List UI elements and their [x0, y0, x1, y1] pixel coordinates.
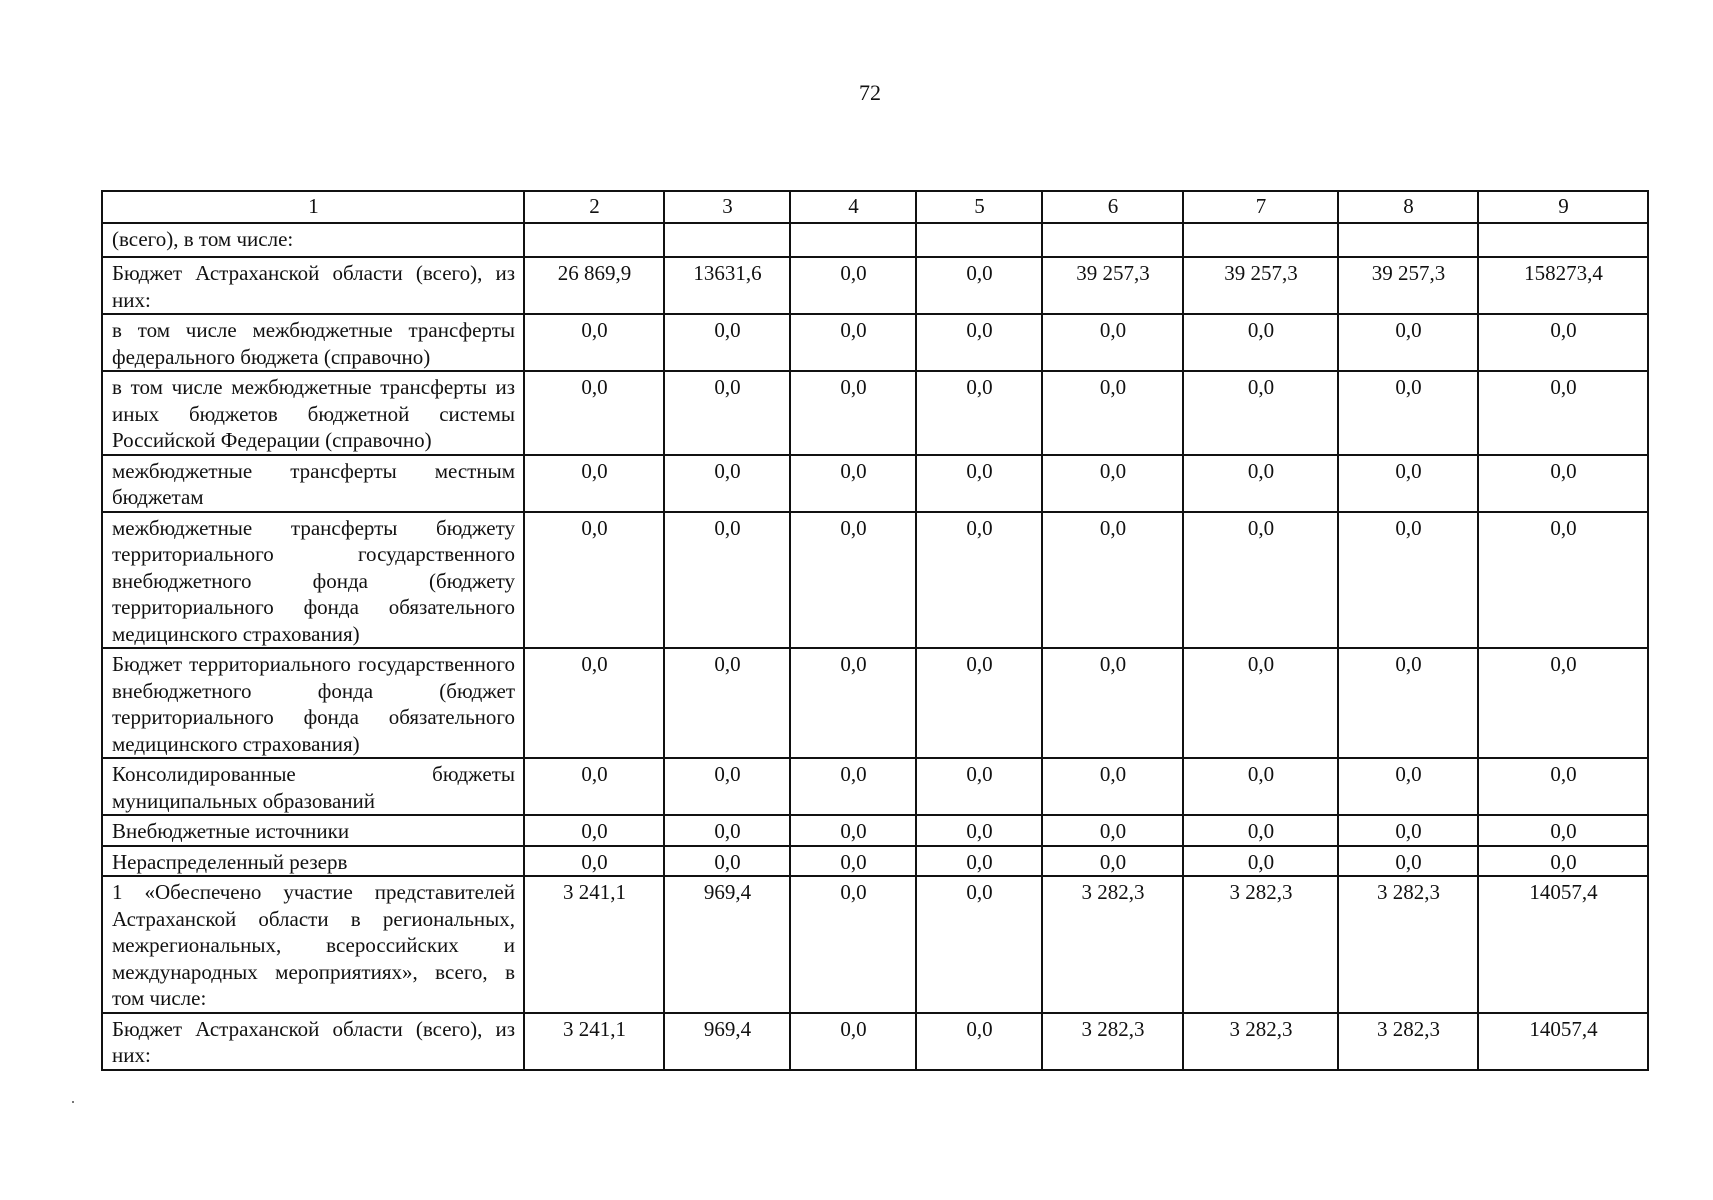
- table-row: [102, 257, 1648, 314]
- value-cell: 0,0: [524, 371, 664, 455]
- value-cell: [1338, 223, 1478, 257]
- table-row: [102, 876, 1648, 1013]
- header-cell: 4: [790, 191, 916, 223]
- value-cell: 0,0: [1478, 815, 1648, 846]
- value-cell: 0,0: [1183, 815, 1338, 846]
- value-cell: 39 257,3: [1338, 257, 1478, 314]
- value-cell: 0,0: [790, 876, 916, 1013]
- value-cell: 0,0: [790, 758, 916, 815]
- value-cell: [524, 223, 664, 257]
- value-cell: [1478, 223, 1648, 257]
- value-cell: 0,0: [790, 314, 916, 371]
- value-cell: 0,0: [524, 648, 664, 758]
- value-cell: 0,0: [1338, 512, 1478, 649]
- header-cell: 9: [1478, 191, 1648, 223]
- row-label: межбюджетные трансферты бюджету территориального государственного внебюджетного фонда (бюджету территориального фонда обязательного медицинского страхования): [102, 512, 524, 649]
- value-cell: 0,0: [1478, 371, 1648, 455]
- header-cell: 3: [664, 191, 790, 223]
- value-cell: 39 257,3: [1042, 257, 1183, 314]
- value-cell: 969,4: [664, 1013, 790, 1070]
- row-label: 1 «Обеспечено участие представителей Астраханской области в региональных, межрегиональных, всероссийских и международных мероприятиях», всего, в том числе:: [102, 876, 524, 1013]
- row-label: Бюджет территориального государственного внебюджетного фонда (бюджет территориального фонда обязательного медицинского страхования): [102, 648, 524, 758]
- value-cell: 3 282,3: [1338, 876, 1478, 1013]
- value-cell: 13631,6: [664, 257, 790, 314]
- value-cell: 0,0: [916, 1013, 1042, 1070]
- value-cell: 0,0: [524, 314, 664, 371]
- value-cell: 0,0: [916, 648, 1042, 758]
- table-row: [102, 512, 1648, 649]
- value-cell: 0,0: [1042, 512, 1183, 649]
- header-cell: 1: [102, 191, 524, 223]
- value-cell: 0,0: [1338, 846, 1478, 877]
- value-cell: 0,0: [1042, 314, 1183, 371]
- value-cell: 0,0: [1042, 758, 1183, 815]
- value-cell: 0,0: [1183, 314, 1338, 371]
- value-cell: 0,0: [664, 371, 790, 455]
- value-cell: 0,0: [916, 455, 1042, 512]
- row-label: Бюджет Астраханской области (всего), из них:: [102, 257, 524, 314]
- value-cell: 0,0: [1478, 758, 1648, 815]
- header-cell: 8: [1338, 191, 1478, 223]
- value-cell: 0,0: [916, 371, 1042, 455]
- value-cell: 0,0: [1478, 648, 1648, 758]
- value-cell: 969,4: [664, 876, 790, 1013]
- row-label: Консолидированные бюджеты муниципальных образований: [102, 758, 524, 815]
- value-cell: 158273,4: [1478, 257, 1648, 314]
- value-cell: 0,0: [1338, 648, 1478, 758]
- value-cell: 0,0: [524, 512, 664, 649]
- value-cell: 0,0: [916, 846, 1042, 877]
- value-cell: 0,0: [916, 758, 1042, 815]
- value-cell: 0,0: [1338, 815, 1478, 846]
- table-row: [102, 455, 1648, 512]
- scan-artifact: [72, 1101, 74, 1103]
- row-label: в том числе межбюджетные трансферты из иных бюджетов бюджетной системы Российской Федерации (справочно): [102, 371, 524, 455]
- value-cell: 0,0: [1183, 758, 1338, 815]
- value-cell: 0,0: [664, 758, 790, 815]
- value-cell: 0,0: [1042, 648, 1183, 758]
- value-cell: 0,0: [916, 257, 1042, 314]
- value-cell: 0,0: [1338, 314, 1478, 371]
- value-cell: 0,0: [790, 257, 916, 314]
- value-cell: 0,0: [790, 371, 916, 455]
- value-cell: 0,0: [1478, 455, 1648, 512]
- budget-table: [101, 190, 1649, 1071]
- value-cell: 0,0: [664, 455, 790, 512]
- header-row: [102, 191, 1648, 223]
- value-cell: 0,0: [916, 876, 1042, 1013]
- page-number: 72: [859, 80, 881, 105]
- value-cell: 0,0: [524, 758, 664, 815]
- table-row: [102, 648, 1648, 758]
- value-cell: 0,0: [790, 846, 916, 877]
- value-cell: [664, 223, 790, 257]
- value-cell: [1042, 223, 1183, 257]
- value-cell: 0,0: [916, 815, 1042, 846]
- value-cell: 0,0: [1478, 512, 1648, 649]
- value-cell: 0,0: [664, 648, 790, 758]
- value-cell: 0,0: [1338, 371, 1478, 455]
- value-cell: 0,0: [664, 815, 790, 846]
- value-cell: 0,0: [1478, 314, 1648, 371]
- value-cell: [790, 223, 916, 257]
- table-row: [102, 223, 1648, 257]
- value-cell: 0,0: [790, 648, 916, 758]
- value-cell: 14057,4: [1478, 876, 1648, 1013]
- table-row: [102, 846, 1648, 877]
- value-cell: 0,0: [1338, 455, 1478, 512]
- value-cell: [1183, 223, 1338, 257]
- header-cell: 5: [916, 191, 1042, 223]
- value-cell: 0,0: [1042, 371, 1183, 455]
- table-row: [102, 371, 1648, 455]
- table-row: [102, 758, 1648, 815]
- table-row: [102, 1013, 1648, 1070]
- header-cell: 6: [1042, 191, 1183, 223]
- value-cell: 0,0: [664, 512, 790, 649]
- value-cell: 3 241,1: [524, 1013, 664, 1070]
- row-label: Внебюджетные источники: [102, 815, 524, 846]
- value-cell: 3 282,3: [1183, 876, 1338, 1013]
- value-cell: 14057,4: [1478, 1013, 1648, 1070]
- row-label: межбюджетные трансферты местным бюджетам: [102, 455, 524, 512]
- value-cell: 0,0: [524, 846, 664, 877]
- value-cell: 0,0: [790, 815, 916, 846]
- value-cell: 0,0: [916, 314, 1042, 371]
- row-label: в том числе межбюджетные трансферты федерального бюджета (справочно): [102, 314, 524, 371]
- value-cell: 0,0: [1183, 455, 1338, 512]
- value-cell: 3 241,1: [524, 876, 664, 1013]
- value-cell: 0,0: [1042, 455, 1183, 512]
- table-row: [102, 815, 1648, 846]
- value-cell: 0,0: [524, 455, 664, 512]
- value-cell: 0,0: [1338, 758, 1478, 815]
- value-cell: 0,0: [790, 1013, 916, 1070]
- value-cell: 0,0: [664, 846, 790, 877]
- table-row: [102, 314, 1648, 371]
- value-cell: 26 869,9: [524, 257, 664, 314]
- value-cell: 0,0: [1042, 846, 1183, 877]
- value-cell: 3 282,3: [1042, 876, 1183, 1013]
- value-cell: 3 282,3: [1183, 1013, 1338, 1070]
- row-label: (всего), в том числе:: [102, 223, 524, 257]
- value-cell: 3 282,3: [1338, 1013, 1478, 1070]
- value-cell: 39 257,3: [1183, 257, 1338, 314]
- value-cell: 0,0: [1183, 371, 1338, 455]
- header-cell: 2: [524, 191, 664, 223]
- value-cell: 0,0: [1478, 846, 1648, 877]
- value-cell: 0,0: [524, 815, 664, 846]
- value-cell: 3 282,3: [1042, 1013, 1183, 1070]
- row-label: Нераспределенный резерв: [102, 846, 524, 877]
- value-cell: 0,0: [790, 512, 916, 649]
- value-cell: 0,0: [1183, 512, 1338, 649]
- value-cell: 0,0: [1183, 846, 1338, 877]
- value-cell: 0,0: [790, 455, 916, 512]
- row-label: Бюджет Астраханской области (всего), из них:: [102, 1013, 524, 1070]
- value-cell: 0,0: [916, 512, 1042, 649]
- header-cell: 7: [1183, 191, 1338, 223]
- value-cell: 0,0: [1183, 648, 1338, 758]
- value-cell: 0,0: [1042, 815, 1183, 846]
- value-cell: 0,0: [664, 314, 790, 371]
- value-cell: [916, 223, 1042, 257]
